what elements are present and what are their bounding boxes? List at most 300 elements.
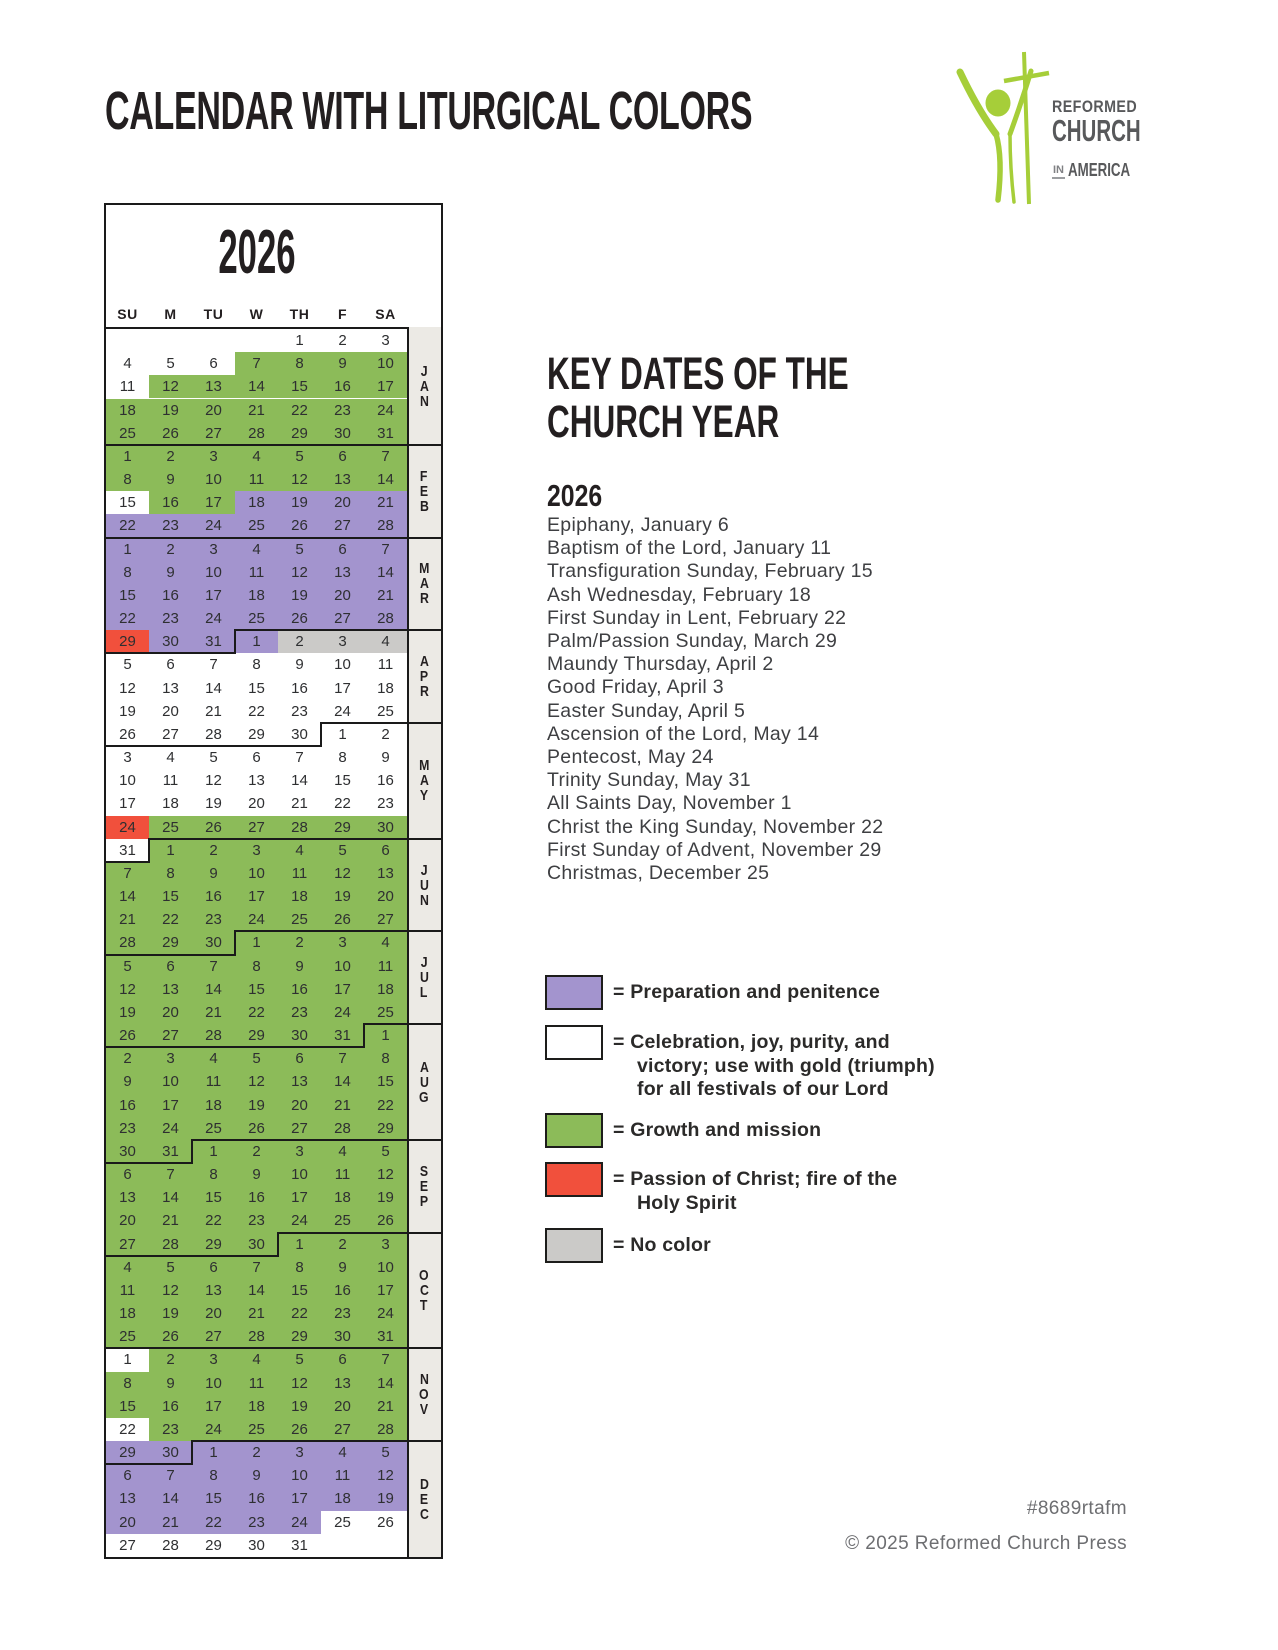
calendar-day-cell: 21 (149, 1511, 192, 1534)
key-date-item: First Sunday of Advent, November 29 (547, 838, 882, 861)
calendar-day-cell: 14 (364, 468, 407, 491)
calendar-day-cell: 23 (364, 792, 407, 815)
calendar-day-cell: 26 (106, 723, 149, 746)
calendar-day-cell (364, 1534, 407, 1557)
calendar-day-cell: 10 (278, 1464, 321, 1487)
month-label-letter: O (419, 1386, 429, 1404)
calendar-day-cell: 28 (364, 514, 407, 537)
key-date-item: Easter Sunday, April 5 (547, 699, 746, 722)
legend-swatch-red (545, 1162, 603, 1197)
month-boundary-line (106, 537, 407, 539)
calendar-day-cell: 31 (149, 1140, 192, 1163)
month-boundary-line (192, 1440, 407, 1442)
calendar-day-cell: 27 (149, 723, 192, 746)
calendar-day-cell: 25 (364, 700, 407, 723)
calendar-day-cell: 9 (235, 1464, 278, 1487)
calendar-day-cell: 2 (278, 931, 321, 954)
calendar-day-cell: 12 (364, 1163, 407, 1186)
calendar-day-cell: 30 (149, 630, 192, 653)
calendar-day-cell: 28 (235, 1325, 278, 1348)
calendar-day-cell: 4 (235, 538, 278, 561)
calendar-day-cell: 3 (321, 630, 364, 653)
calendar-day-cell: 10 (364, 1256, 407, 1279)
calendar-day-cell: 30 (106, 1140, 149, 1163)
calendar-day-cell: 28 (278, 816, 321, 839)
month-label-letter: G (419, 1088, 429, 1106)
calendar-day-cell: 10 (364, 352, 407, 375)
calendar-day-cell: 17 (278, 1487, 321, 1510)
calendar-day-cell: 16 (278, 978, 321, 1001)
calendar-day-cell: 1 (106, 538, 149, 561)
calendar-day-cell: 26 (192, 816, 235, 839)
month-label-apr (407, 630, 441, 723)
calendar-day-cell: 20 (321, 1395, 364, 1418)
calendar-day-cell: 22 (321, 792, 364, 815)
month-boundary-line (235, 629, 407, 631)
month-label-letter: N (419, 393, 429, 411)
calendar-day-cell: 2 (106, 1047, 149, 1070)
month-label-letter: E (419, 1490, 429, 1508)
calendar-day-cell: 28 (235, 422, 278, 445)
calendar-day-cell: 3 (364, 329, 407, 352)
calendar-day-cell: 12 (106, 677, 149, 700)
calendar-day-cell: 9 (235, 1163, 278, 1186)
calendar-day-cell: 16 (149, 1395, 192, 1418)
calendar-day-cell: 3 (192, 445, 235, 468)
calendar-day-cell: 14 (235, 375, 278, 398)
calendar-day-cell: 5 (106, 653, 149, 676)
calendar-day-cell: 9 (321, 352, 364, 375)
month-label-letter: S (419, 1162, 429, 1180)
key-date-item: Pentecost, May 24 (547, 746, 714, 768)
calendar-day-cell: 18 (106, 399, 149, 422)
calendar-day-cell: 29 (106, 1441, 149, 1464)
calendar-day-cell: 1 (235, 630, 278, 653)
calendar-day-cell: 16 (235, 1186, 278, 1209)
calendar-day-cell: 23 (106, 1117, 149, 1140)
calendar-day-cell: 13 (321, 1372, 364, 1395)
calendar-day-cell: 26 (278, 1418, 321, 1441)
calendar-day-cell: 3 (278, 1140, 321, 1163)
month-label-jan (407, 329, 441, 445)
calendar-day-cell: 28 (321, 1117, 364, 1140)
calendar-day-cell: 23 (321, 399, 364, 422)
calendar-day-cell: 28 (364, 1418, 407, 1441)
calendar-day-cell: 7 (278, 746, 321, 769)
calendar-day-cell: 24 (192, 1418, 235, 1441)
calendar-day-cell: 10 (321, 653, 364, 676)
calendar-day-cell: 23 (149, 607, 192, 630)
calendar-day-cell: 2 (149, 538, 192, 561)
calendar-day-cell: 25 (321, 1511, 364, 1534)
calendar-day-cell: 17 (106, 792, 149, 815)
day-header-tu: TU (203, 306, 224, 322)
calendar-day-cell: 12 (278, 1372, 321, 1395)
calendar-day-cell: 4 (321, 1441, 364, 1464)
month-label-feb (407, 445, 441, 538)
calendar-day-cell: 26 (278, 514, 321, 537)
legend-label-gray (613, 1234, 1003, 1258)
calendar-day-cell: 12 (364, 1464, 407, 1487)
calendar-day-cell: 21 (321, 1094, 364, 1117)
calendar-day-cell: 4 (192, 1047, 235, 1070)
calendar-day-cell: 24 (235, 908, 278, 931)
calendar-day-cell: 24 (364, 1302, 407, 1325)
calendar-day-cell: 15 (278, 375, 321, 398)
calendar-day-cell: 27 (192, 1325, 235, 1348)
day-header-m: M (164, 306, 177, 322)
calendar-day-cell: 9 (278, 653, 321, 676)
calendar-day-cell: 19 (106, 700, 149, 723)
calendar-day-cell: 12 (278, 468, 321, 491)
calendar-day-cell: 1 (106, 445, 149, 468)
logo-word-church: CHURCH (1052, 113, 1141, 148)
calendar-day-cell: 20 (106, 1511, 149, 1534)
month-label-nov (407, 1348, 441, 1441)
key-date-item: Maundy Thursday, April 2 (547, 653, 774, 676)
calendar-day-cell: 3 (149, 1047, 192, 1070)
calendar-day-cell: 31 (321, 1024, 364, 1047)
calendar-day-cell: 2 (321, 329, 364, 352)
calendar-day-cell: 13 (235, 769, 278, 792)
month-label-letter: D (419, 1475, 429, 1493)
month-label-letter: O (419, 1267, 429, 1285)
calendar-day-cell: 6 (235, 746, 278, 769)
calendar-day-cell: 16 (149, 491, 192, 514)
calendar-day-cell: 20 (192, 1302, 235, 1325)
calendar-day-cell: 24 (192, 607, 235, 630)
month-label-letter: V (419, 1401, 429, 1419)
calendar-day-cell: 21 (235, 1302, 278, 1325)
month-boundary-line (191, 1139, 193, 1163)
calendar-day-cell: 5 (364, 1140, 407, 1163)
calendar-day-cell: 4 (364, 931, 407, 954)
calendar-day-cell: 13 (192, 1279, 235, 1302)
month-label-jun (407, 839, 441, 932)
calendar-day-cell: 30 (235, 1534, 278, 1557)
calendar-day-cell: 11 (192, 1070, 235, 1093)
calendar-day-cell (321, 1534, 364, 1557)
calendar-day-cell: 6 (149, 955, 192, 978)
calendar-day-cell: 15 (106, 491, 149, 514)
calendar-day-cell: 15 (106, 584, 149, 607)
calendar-day-cell: 1 (149, 839, 192, 862)
calendar-day-cell: 24 (106, 816, 149, 839)
calendar-day-cell: 17 (364, 1279, 407, 1302)
month-boundary-line (106, 954, 236, 956)
month-boundary-line (278, 1232, 407, 1234)
calendar-day-cell: 27 (321, 514, 364, 537)
calendar-day-cell: 19 (278, 491, 321, 514)
key-date-item: Epiphany, January 6 (547, 514, 730, 536)
month-label-letter: N (419, 891, 429, 909)
calendar-day-cell: 18 (364, 677, 407, 700)
calendar-day-cell: 2 (192, 839, 235, 862)
month-boundary-line (277, 1232, 279, 1256)
calendar-day-cell: 13 (149, 677, 192, 700)
key-date-item: Ash Wednesday, February 18 (547, 583, 811, 606)
calendar-day-cell: 8 (149, 862, 192, 885)
calendar-day-cell: 6 (364, 839, 407, 862)
calendar-day-cell: 2 (235, 1140, 278, 1163)
calendar-day-cell: 14 (364, 1372, 407, 1395)
calendar-day-cell: 21 (149, 1209, 192, 1232)
calendar-day-cell: 4 (149, 746, 192, 769)
calendar-day-cell: 20 (192, 399, 235, 422)
month-boundary-line (106, 1162, 193, 1164)
calendar-day-cell: 17 (192, 491, 235, 514)
day-header-su: SU (117, 306, 138, 322)
calendar-day-cell: 11 (106, 375, 149, 398)
calendar-day-cell: 18 (235, 584, 278, 607)
calendar-day-cell: 25 (192, 1117, 235, 1140)
calendar-day-cell: 25 (235, 607, 278, 630)
calendar-day-cell: 1 (278, 329, 321, 352)
calendar-day-cell: 5 (149, 352, 192, 375)
calendar-day-cell: 14 (321, 1070, 364, 1093)
calendar-day-cell: 7 (321, 1047, 364, 1070)
month-boundary-line (106, 745, 322, 747)
calendar-day-cell: 6 (278, 1047, 321, 1070)
calendar-day-cell: 1 (192, 1441, 235, 1464)
rca-logo-figure-icon (926, 46, 1054, 208)
liturgical-calendar (104, 203, 443, 1559)
calendar-day-cell: 26 (278, 607, 321, 630)
calendar-day-cell: 27 (106, 1534, 149, 1557)
day-header-th: TH (289, 306, 310, 322)
calendar-day-cell: 12 (149, 1279, 192, 1302)
calendar-day-cell: 1 (278, 1233, 321, 1256)
month-label-letter: B (419, 497, 429, 515)
calendar-day-cell: 5 (106, 955, 149, 978)
calendar-day-cell: 18 (278, 885, 321, 908)
calendar-day-cell: 17 (321, 978, 364, 1001)
month-label-oct (407, 1233, 441, 1349)
calendar-day-cell: 26 (149, 1325, 192, 1348)
calendar-day-cell: 17 (321, 677, 364, 700)
calendar-day-cell: 16 (321, 1279, 364, 1302)
calendar-day-cell: 19 (364, 1186, 407, 1209)
calendar-day-cell: 6 (106, 1163, 149, 1186)
calendar-day-cell: 17 (192, 584, 235, 607)
calendar-day-cell: 25 (149, 816, 192, 839)
calendar-day-cell: 28 (149, 1534, 192, 1557)
calendar-day-cell: 11 (149, 769, 192, 792)
month-boundary-line (363, 1023, 365, 1047)
calendar-day-cell: 18 (149, 792, 192, 815)
calendar-day-cell: 22 (106, 514, 149, 537)
calendar-day-cell: 1 (106, 1348, 149, 1371)
calendar-day-cell: 12 (235, 1070, 278, 1093)
logo-word-america: AMERICA (1068, 159, 1131, 180)
calendar-day-cell: 8 (235, 653, 278, 676)
month-label-letter: J (420, 363, 428, 381)
calendar-day-cell: 30 (321, 1325, 364, 1348)
calendar-day-cell: 9 (149, 468, 192, 491)
calendar-day-cell: 10 (192, 561, 235, 584)
calendar-day-cell: 13 (149, 978, 192, 1001)
calendar-day-cell: 18 (192, 1094, 235, 1117)
month-label-letter: A (419, 653, 429, 671)
calendar-day-cell: 22 (106, 607, 149, 630)
calendar-day-cell: 18 (321, 1487, 364, 1510)
month-boundary-line (192, 1139, 407, 1141)
calendar-day-cell: 25 (278, 908, 321, 931)
calendar-day-cell: 2 (149, 1348, 192, 1371)
calendar-day-cell: 12 (278, 561, 321, 584)
calendar-day-cell: 14 (364, 561, 407, 584)
key-date-item: Ascension of the Lord, May 14 (547, 722, 820, 745)
calendar-day-cell: 27 (106, 1233, 149, 1256)
calendar-day-cell: 16 (235, 1487, 278, 1510)
key-date-item: Palm/Passion Sunday, March 29 (547, 630, 838, 652)
calendar-day-cell: 25 (106, 1325, 149, 1348)
footer-copyright: © 2025 Reformed Church Press (845, 1533, 1127, 1554)
calendar-day-cell: 5 (364, 1441, 407, 1464)
calendar-day-cell: 25 (106, 422, 149, 445)
calendar-day-cell: 22 (192, 1511, 235, 1534)
calendar-day-cell: 5 (235, 1047, 278, 1070)
calendar-day-cell: 4 (278, 839, 321, 862)
month-boundary-line (106, 861, 150, 863)
calendar-day-cell: 7 (192, 653, 235, 676)
calendar-day-cell: 31 (192, 630, 235, 653)
calendar-day-cell: 15 (235, 677, 278, 700)
calendar-day-cell: 19 (149, 1302, 192, 1325)
logo-word-in-america (1052, 159, 1154, 181)
calendar-day-cell: 29 (149, 931, 192, 954)
month-boundary-line (235, 930, 407, 932)
calendar-day-cell: 1 (192, 1140, 235, 1163)
calendar-day-cell: 23 (192, 908, 235, 931)
month-label-letter: A (419, 575, 429, 593)
calendar-day-cell: 24 (278, 1209, 321, 1232)
calendar-day-cell: 28 (364, 607, 407, 630)
calendar-day-cell: 25 (235, 1418, 278, 1441)
calendar-day-cell: 18 (235, 491, 278, 514)
month-label-letter: C (419, 1505, 429, 1523)
calendar-day-cell: 20 (321, 491, 364, 514)
calendar-day-cell: 26 (106, 1024, 149, 1047)
calendar-day-cell: 4 (321, 1140, 364, 1163)
calendar-day-cell: 6 (321, 445, 364, 468)
calendar-day-cell: 24 (364, 399, 407, 422)
calendar-day-cell: 1 (364, 1024, 407, 1047)
calendar-day-cell: 12 (192, 769, 235, 792)
calendar-day-cell: 19 (364, 1487, 407, 1510)
calendar-day-cell: 27 (278, 1117, 321, 1140)
calendar-day-cell: 24 (149, 1117, 192, 1140)
calendar-day-cell: 6 (149, 653, 192, 676)
calendar-day-cell: 7 (235, 352, 278, 375)
calendar-day-cell: 17 (364, 375, 407, 398)
calendar-day-cell: 19 (192, 792, 235, 815)
key-dates-year: 2026 (547, 478, 603, 513)
calendar-day-cell: 8 (321, 746, 364, 769)
calendar-day-cell: 23 (235, 1209, 278, 1232)
calendar-day-cell: 2 (149, 445, 192, 468)
calendar-day-cell: 15 (149, 885, 192, 908)
calendar-day-cell: 4 (235, 1348, 278, 1371)
calendar-day-cell: 26 (364, 1511, 407, 1534)
calendar-day-cell: 10 (192, 468, 235, 491)
calendar-day-cell: 5 (321, 839, 364, 862)
calendar-day-cell: 11 (106, 1279, 149, 1302)
calendar-day-cell: 14 (192, 677, 235, 700)
legend-label-line: = No color (613, 1234, 711, 1256)
calendar-day-cell: 30 (278, 723, 321, 746)
day-header-f: F (337, 306, 348, 322)
calendar-day-cell: 4 (235, 445, 278, 468)
month-boundary-line (149, 838, 407, 840)
month-boundary-line (106, 1463, 193, 1465)
calendar-day-cell: 28 (149, 1233, 192, 1256)
calendar-day-cell: 22 (106, 1418, 149, 1441)
calendar-day-cell: 10 (149, 1070, 192, 1093)
calendar-day-cell: 16 (321, 375, 364, 398)
calendar-day-cell: 9 (106, 1070, 149, 1093)
calendar-day-cell: 11 (235, 1372, 278, 1395)
calendar-day-cell: 11 (321, 1163, 364, 1186)
key-dates-heading: KEY DATES OF THE CHURCH YEAR (547, 348, 849, 447)
month-label-jul (407, 931, 441, 1024)
calendar-day-cell: 11 (235, 468, 278, 491)
calendar-day-cell: 21 (106, 908, 149, 931)
calendar-day-cell: 9 (149, 561, 192, 584)
calendar-day-cell: 25 (364, 1001, 407, 1024)
calendar-day-cell: 14 (106, 885, 149, 908)
calendar-day-cell: 14 (149, 1487, 192, 1510)
month-label-letter: F (420, 467, 428, 485)
calendar-day-cell: 6 (321, 1348, 364, 1371)
calendar-day-cell: 18 (364, 978, 407, 1001)
calendar-day-cell: 8 (235, 955, 278, 978)
calendar-day-cell: 27 (321, 1418, 364, 1441)
calendar-day-cell: 10 (106, 769, 149, 792)
calendar-day-cell: 19 (106, 1001, 149, 1024)
calendar-day-cell: 29 (364, 1117, 407, 1140)
key-date-item: Christmas, December 25 (547, 862, 770, 884)
month-label-letter: M (418, 560, 430, 578)
calendar-day-cell: 13 (278, 1070, 321, 1093)
calendar-day-cell: 24 (192, 514, 235, 537)
calendar-day-cell: 6 (106, 1464, 149, 1487)
calendar-day-cell: 9 (149, 1372, 192, 1395)
calendar-day-cell: 26 (364, 1209, 407, 1232)
calendar-day-cell: 23 (149, 1418, 192, 1441)
calendar-day-cell: 24 (278, 1511, 321, 1534)
calendar-day-cell: 10 (321, 955, 364, 978)
month-label-letter: L (420, 984, 428, 1002)
calendar-day-cell: 29 (235, 1024, 278, 1047)
month-boundary-line (234, 930, 236, 954)
key-date-item: Good Friday, April 3 (547, 676, 724, 699)
key-date-item: Trinity Sunday, May 31 (547, 769, 751, 792)
legend-label-purple (613, 981, 1003, 1005)
calendar-day-cell: 25 (235, 514, 278, 537)
month-boundary-line (106, 1046, 365, 1048)
calendar-day-cell: 28 (192, 1024, 235, 1047)
month-label-letter: N (419, 1371, 429, 1389)
calendar-day-cell: 7 (149, 1163, 192, 1186)
calendar-day-cell: 16 (106, 1094, 149, 1117)
calendar-day-cell: 22 (235, 700, 278, 723)
calendar-day-cell (106, 329, 149, 352)
calendar-day-cell: 5 (278, 538, 321, 561)
calendar-day-cell: 3 (192, 538, 235, 561)
calendar-day-cell: 22 (192, 1209, 235, 1232)
logo-word-in: IN (1052, 164, 1065, 179)
